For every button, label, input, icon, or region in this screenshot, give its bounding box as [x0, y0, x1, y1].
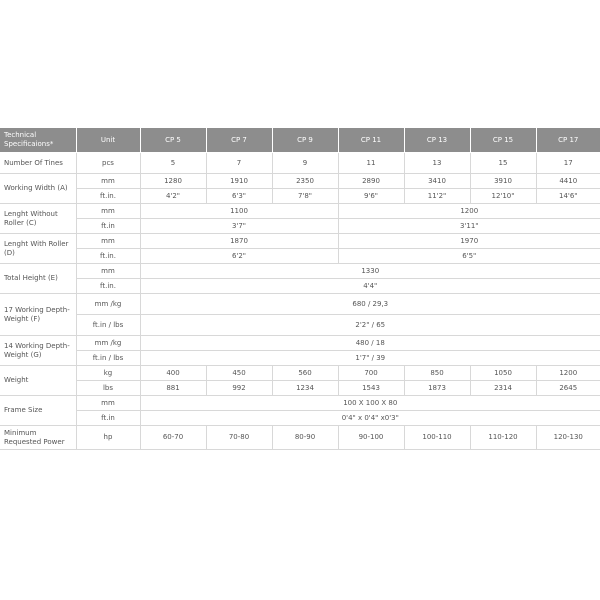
- unit-cell: ft.in.: [76, 249, 140, 264]
- header-model: CP 5: [140, 128, 206, 153]
- table-row: [0, 294, 600, 315]
- value-cell: 850: [404, 366, 470, 381]
- value-cell: 1970: [338, 234, 600, 249]
- table-row: [0, 249, 600, 264]
- value-cell: 2'2" / 65: [140, 315, 600, 336]
- value-cell: 680 / 29,3: [140, 294, 600, 315]
- value-cell: 881: [140, 381, 206, 396]
- row-label: Lenght With Roller (D): [0, 234, 76, 264]
- value-cell: 1873: [404, 381, 470, 396]
- unit-cell: mm /kg: [76, 336, 140, 351]
- value-cell: 17: [536, 153, 600, 174]
- table-row: [0, 219, 600, 234]
- value-cell: 450: [206, 366, 272, 381]
- unit-cell: hp: [76, 426, 140, 450]
- value-cell: 11: [338, 153, 404, 174]
- value-cell: 1'7" / 39: [140, 351, 600, 366]
- value-cell: 3410: [404, 174, 470, 189]
- value-cell: 15: [470, 153, 536, 174]
- header-model: CP 9: [272, 128, 338, 153]
- value-cell: 1910: [206, 174, 272, 189]
- table-row: [0, 315, 600, 336]
- value-cell: 70-80: [206, 426, 272, 450]
- table-row: [0, 366, 600, 381]
- value-cell: 2350: [272, 174, 338, 189]
- table-row: [0, 381, 600, 396]
- value-cell: 9: [272, 153, 338, 174]
- value-cell: 480 / 18: [140, 336, 600, 351]
- table-row: [0, 279, 600, 294]
- row-label: Weight: [0, 366, 76, 396]
- table-row: [0, 153, 600, 174]
- value-cell: 7: [206, 153, 272, 174]
- value-cell: 1280: [140, 174, 206, 189]
- row-label: Frame Size: [0, 396, 76, 426]
- unit-cell: mm /kg: [76, 294, 140, 315]
- unit-cell: ft.in.: [76, 279, 140, 294]
- value-cell: 1100: [140, 204, 338, 219]
- value-cell: 7'8": [272, 189, 338, 204]
- value-cell: 80-90: [272, 426, 338, 450]
- unit-cell: ft.in: [76, 411, 140, 426]
- value-cell: 992: [206, 381, 272, 396]
- header-model: CP 11: [338, 128, 404, 153]
- table-row: [0, 204, 600, 219]
- value-cell: 1050: [470, 366, 536, 381]
- unit-cell: mm: [76, 264, 140, 279]
- value-cell: 14'6": [536, 189, 600, 204]
- unit-cell: pcs: [76, 153, 140, 174]
- value-cell: 400: [140, 366, 206, 381]
- value-cell: 60-70: [140, 426, 206, 450]
- value-cell: 110-120: [470, 426, 536, 450]
- table-row: [0, 411, 600, 426]
- unit-cell: ft.in.: [76, 189, 140, 204]
- unit-cell: mm: [76, 234, 140, 249]
- value-cell: 1543: [338, 381, 404, 396]
- value-cell: 100 X 100 X 80: [140, 396, 600, 411]
- header-model: CP 13: [404, 128, 470, 153]
- row-label: Number Of Tines: [0, 153, 76, 174]
- unit-cell: kg: [76, 366, 140, 381]
- header-unit: Unit: [76, 128, 140, 153]
- unit-cell: lbs: [76, 381, 140, 396]
- value-cell: 2645: [536, 381, 600, 396]
- value-cell: 1200: [536, 366, 600, 381]
- value-cell: 1234: [272, 381, 338, 396]
- value-cell: 2890: [338, 174, 404, 189]
- unit-cell: ft.in: [76, 219, 140, 234]
- table-row: [0, 336, 600, 351]
- value-cell: 4'4": [140, 279, 600, 294]
- row-label: Total Height (E): [0, 264, 76, 294]
- row-label: Lenght Without Roller (C): [0, 204, 76, 234]
- value-cell: 100-110: [404, 426, 470, 450]
- value-cell: 560: [272, 366, 338, 381]
- unit-cell: ft.in / lbs: [76, 351, 140, 366]
- value-cell: 1200: [338, 204, 600, 219]
- value-cell: 9'6": [338, 189, 404, 204]
- value-cell: 5: [140, 153, 206, 174]
- value-cell: 0'4" x 0'4" x0'3": [140, 411, 600, 426]
- value-cell: 1330: [140, 264, 600, 279]
- header-label: Technical Specificaions*: [0, 128, 76, 153]
- row-label: 14 Working Depth-Weight (G): [0, 336, 76, 366]
- value-cell: 4410: [536, 174, 600, 189]
- value-cell: 700: [338, 366, 404, 381]
- unit-cell: mm: [76, 204, 140, 219]
- value-cell: 1870: [140, 234, 338, 249]
- table-row: [0, 174, 600, 189]
- unit-cell: mm: [76, 396, 140, 411]
- value-cell: 12'10": [470, 189, 536, 204]
- value-cell: 6'5": [338, 249, 600, 264]
- table-row: [0, 264, 600, 279]
- header-model: CP 15: [470, 128, 536, 153]
- row-label: Minimum Requested Power: [0, 426, 76, 450]
- table-row: [0, 396, 600, 411]
- header-model: CP 17: [536, 128, 600, 153]
- table-header-row: [0, 128, 600, 153]
- value-cell: 13: [404, 153, 470, 174]
- value-cell: 3910: [470, 174, 536, 189]
- unit-cell: ft.in / lbs: [76, 315, 140, 336]
- value-cell: 3'7": [140, 219, 338, 234]
- value-cell: 2314: [470, 381, 536, 396]
- value-cell: 4'2": [140, 189, 206, 204]
- table-row: [0, 234, 600, 249]
- table-row: [0, 189, 600, 204]
- table-row: [0, 426, 600, 450]
- row-label: 17 Working Depth-Weight (F): [0, 294, 76, 336]
- value-cell: 6'2": [140, 249, 338, 264]
- specifications-table: [0, 127, 600, 450]
- row-label: Working Width (A): [0, 174, 76, 204]
- value-cell: 120-130: [536, 426, 600, 450]
- value-cell: 90-100: [338, 426, 404, 450]
- value-cell: 3'11": [338, 219, 600, 234]
- value-cell: 6'3": [206, 189, 272, 204]
- header-model: CP 7: [206, 128, 272, 153]
- value-cell: 11'2": [404, 189, 470, 204]
- unit-cell: mm: [76, 174, 140, 189]
- table-row: [0, 351, 600, 366]
